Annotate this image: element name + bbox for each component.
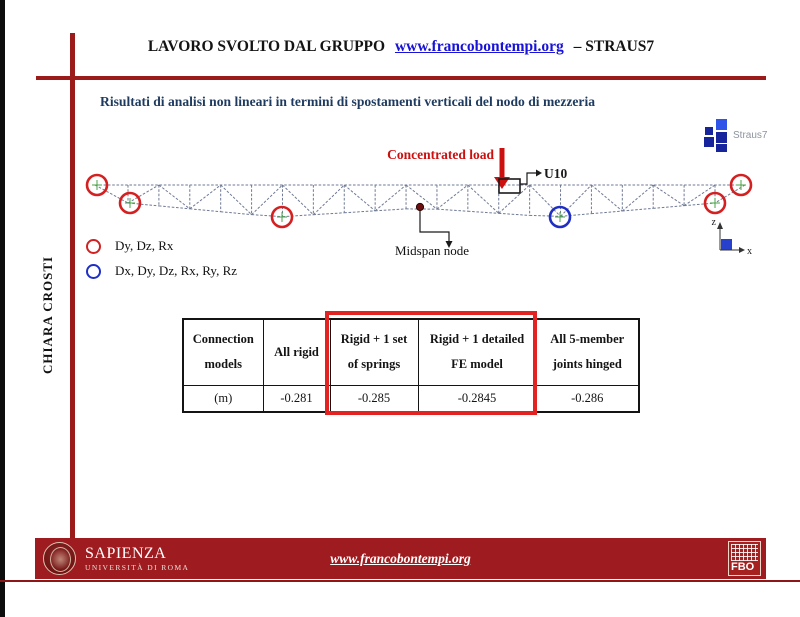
- x-axis-label: x: [747, 246, 752, 257]
- brand-name: SAPIENZA: [85, 544, 167, 562]
- fbo-stamp: [728, 541, 761, 576]
- cell-joints-hinged: -0.286: [536, 385, 639, 412]
- header-suffix: – STRAUS7: [573, 38, 655, 55]
- u10-leader-line: [520, 173, 536, 184]
- table-data-row: [183, 385, 639, 412]
- legend-label: Dy, Dz, Rx: [115, 238, 174, 253]
- midspan-annotation: [395, 203, 469, 258]
- col-header-connection-models: Connection models: [183, 319, 263, 385]
- midspan-label: Midspan node: [394, 243, 470, 258]
- page-title: Risultati di analisi non lineari in termini di spostamenti verticali del nodo di mezzeria: [100, 94, 596, 109]
- cell-unit: (m): [183, 385, 263, 412]
- table-header-row: [183, 319, 639, 385]
- col-header-all-rigid: All rigid: [263, 319, 330, 385]
- midspan-node-dot: [416, 203, 423, 210]
- fbo-stamp-pattern: [731, 544, 758, 561]
- midspan-leader-line: [420, 211, 449, 241]
- axes-triad: [712, 217, 752, 257]
- z-axis-label: z: [711, 217, 716, 228]
- header-link[interactable]: www.francobontempi.org: [394, 38, 564, 55]
- author-sidebar-text: CHIARA CROSTI: [40, 255, 55, 375]
- col-header-rigid-fe-model: Rigid + 1 detailed FE model: [418, 319, 536, 385]
- blue-circle-marker: [86, 264, 101, 279]
- x-axis-arrow: [739, 247, 745, 253]
- col-header-joints-hinged: All 5-member joints hinged: [536, 319, 639, 385]
- fbo-stamp-text: FBO: [731, 561, 755, 573]
- straus7-label: Straus7: [733, 130, 768, 141]
- bottom-rule: [0, 580, 800, 582]
- legend-item-red: [86, 236, 237, 256]
- constraint-markers: [87, 175, 751, 227]
- cell-rigid-springs: -0.285: [330, 385, 418, 412]
- brand-subtitle: UNIVERSITÀ DI ROMA: [85, 562, 190, 572]
- legend-item-blue: [86, 261, 237, 281]
- legend-label: Dx, Dy, Dz, Rx, Ry, Rz: [115, 263, 238, 278]
- header-prefix: LAVORO SVOLTO DAL GRUPPO: [147, 38, 386, 55]
- vertical-rule: [70, 33, 75, 538]
- straus7-logo-square: [705, 127, 713, 135]
- axes-origin-square: [721, 239, 732, 250]
- concentrated-load-annotation: [387, 147, 510, 189]
- straus7-logo-square: [716, 119, 727, 130]
- z-axis-arrow: [717, 222, 723, 229]
- cell-rigid-fe-model: -0.2845: [418, 385, 536, 412]
- footer-link[interactable]: www.francobontempi.org: [330, 550, 471, 566]
- horizontal-rule: [36, 76, 766, 80]
- results-table: [182, 318, 640, 413]
- u10-label: U10: [544, 166, 568, 181]
- u10-leader-arrow: [536, 170, 542, 177]
- header-title: [36, 38, 766, 56]
- col-header-rigid-springs: Rigid + 1 set of springs: [330, 319, 418, 385]
- red-circle-marker: [86, 239, 101, 254]
- cell-all-rigid: -0.281: [263, 385, 330, 412]
- footer-bar: [35, 538, 766, 579]
- constraint-legend: [86, 236, 237, 286]
- load-label: Concentrated load: [387, 147, 494, 162]
- left-black-edge: [0, 0, 5, 617]
